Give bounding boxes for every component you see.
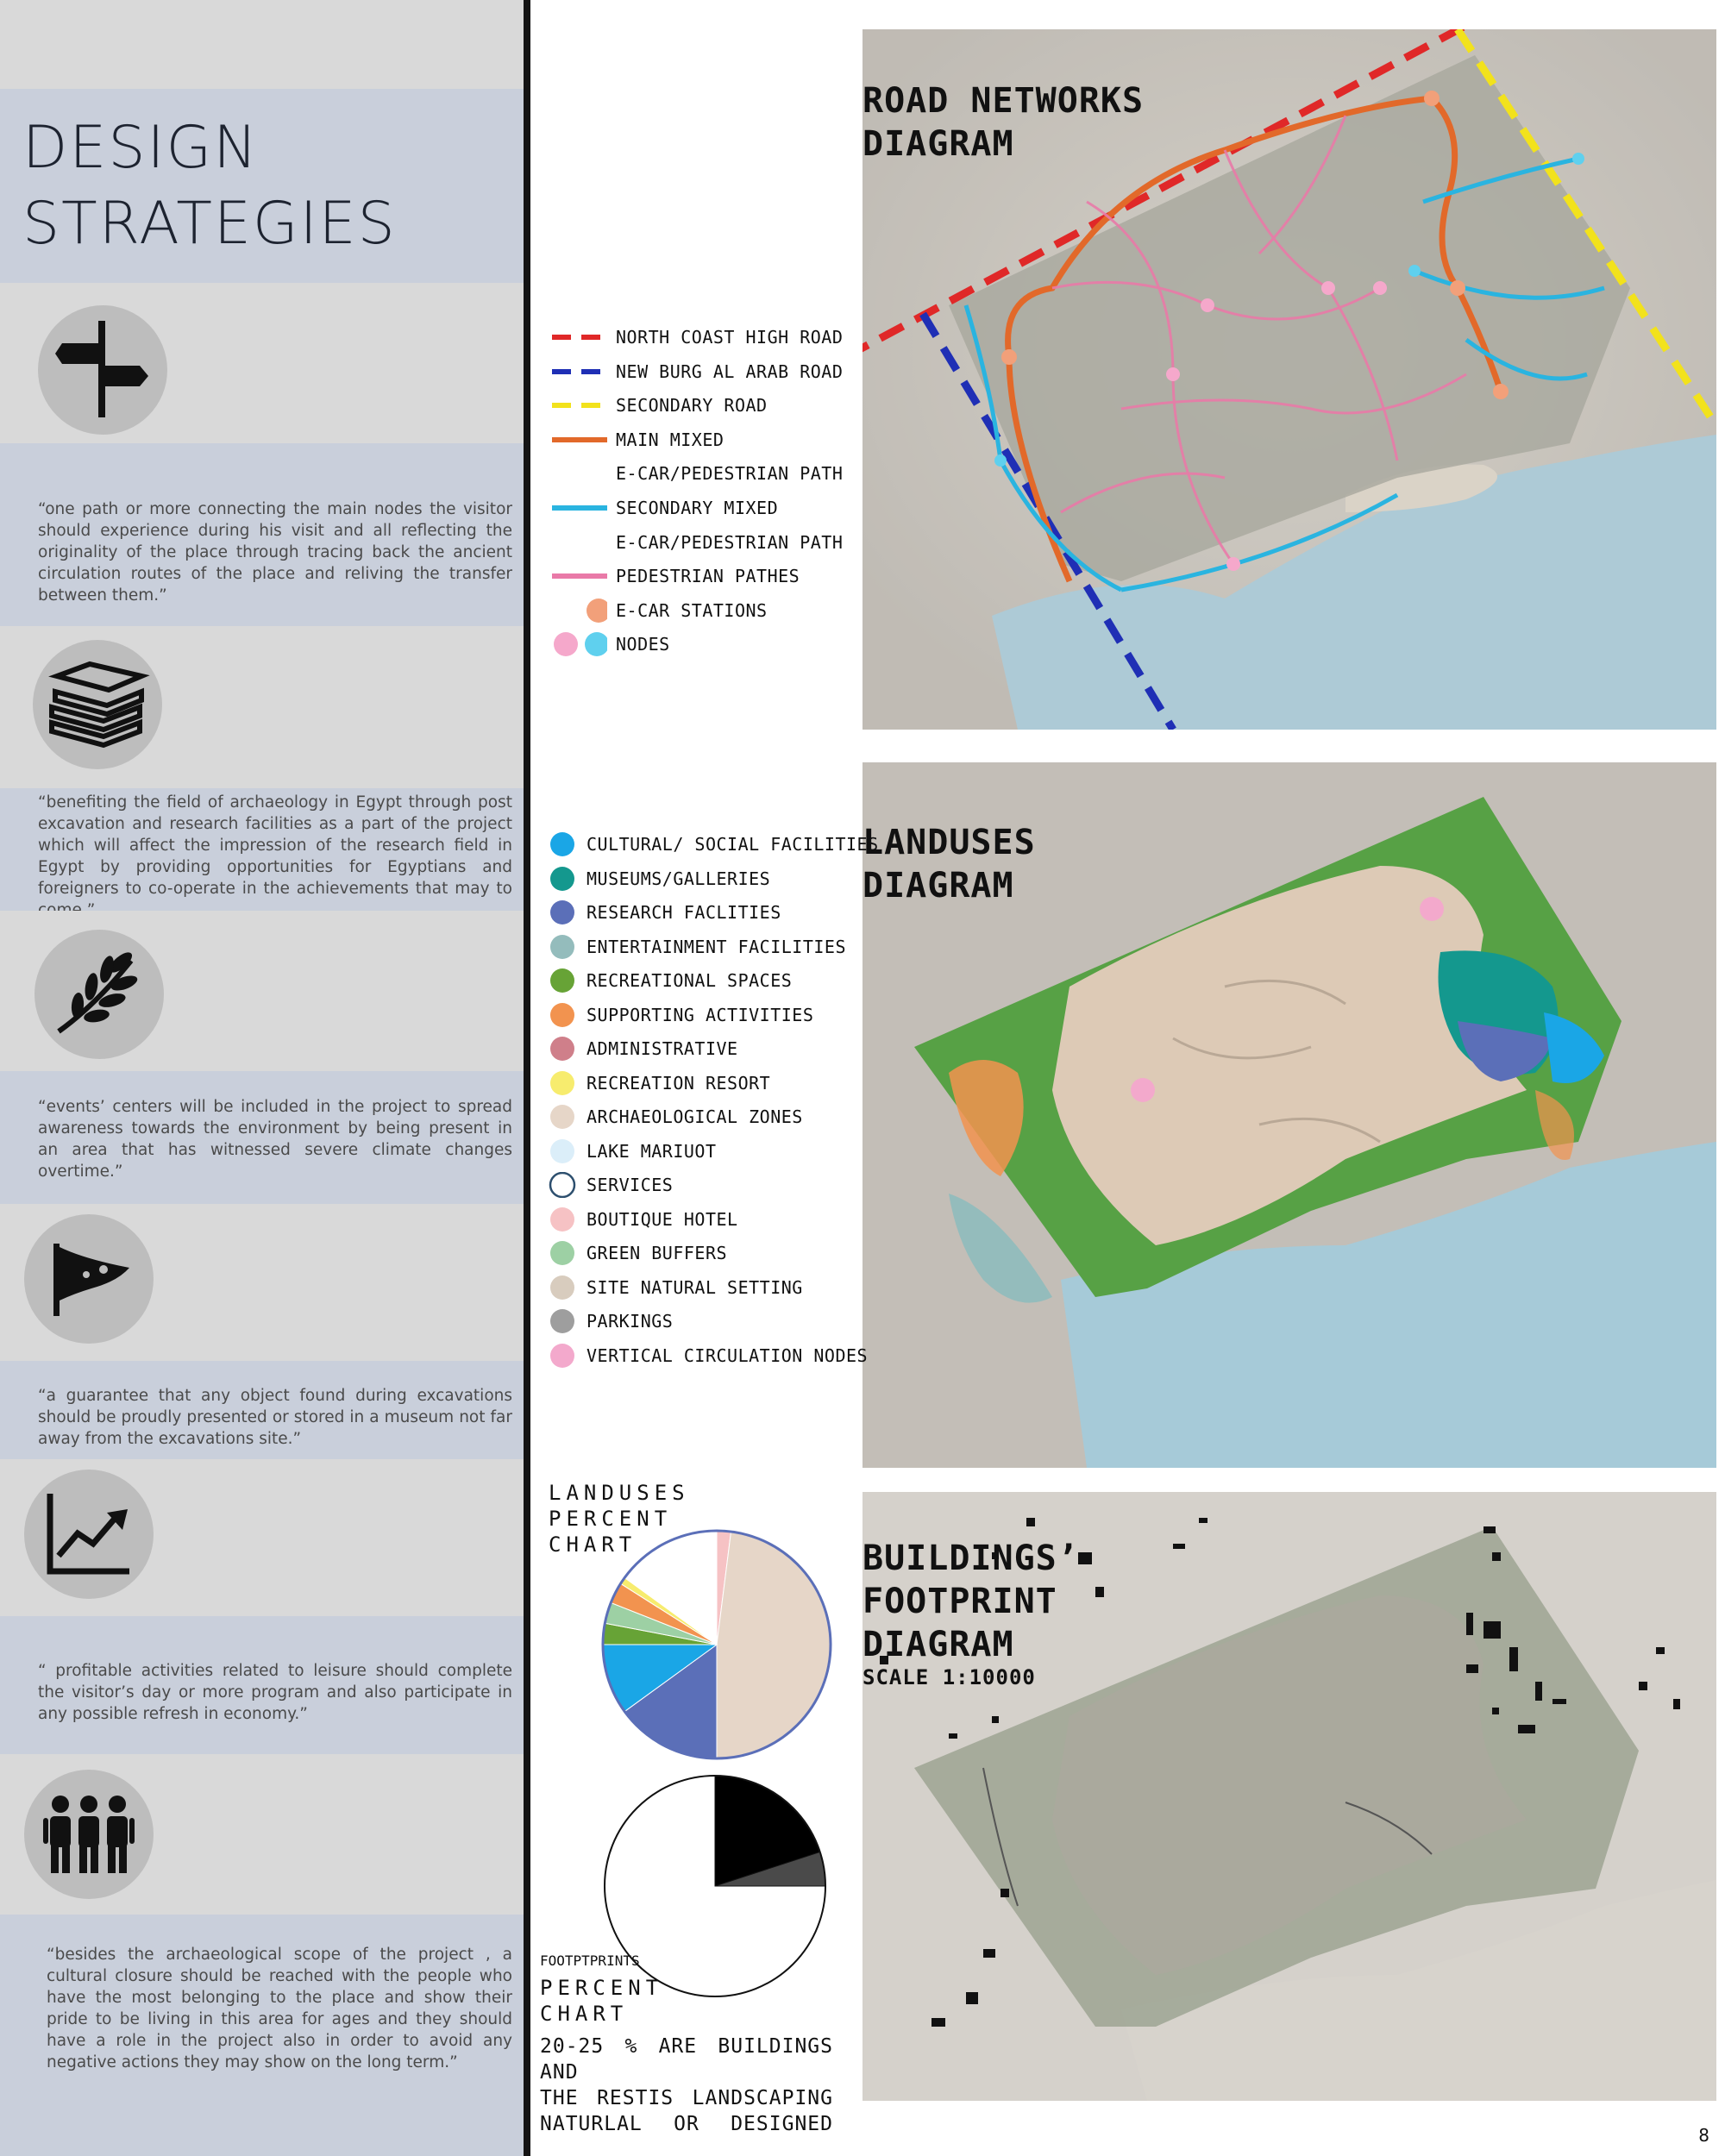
landuse-diagram-title-line2: DIAGRAM [862,866,1014,906]
legend-label: ARCHAEOLOGICAL ZONES [586,1106,803,1127]
legend-swatch [549,1343,578,1376]
legend-swatch [552,631,607,664]
legend-label: MAIN MIXED [616,429,724,450]
legend-swatch [549,1036,578,1069]
landuse-chart-label-line3: CHART [549,1532,637,1557]
legend-label: ADMINISTRATIVE [586,1038,738,1059]
legend-swatch [549,866,578,899]
legend-label: SUPPORTING ACTIVITIES [586,1004,814,1025]
legend-swatch [549,1275,578,1307]
legend-swatch [552,598,607,630]
footprint-chart-label-line2: PERCENT [540,1976,664,2000]
legend-swatch [549,1172,578,1205]
trend-chart-icon [24,1470,154,1599]
legend-label: E-CAR STATIONS [616,599,768,621]
strategy-quote: “besides the archaeological scope of the project , a cultural closure should be reached with the people who have the most belonging to the place and show their pride to be living in this area for ages and they should have a role in the project also in order to avoid any negative actions they may show on the long term.” [47,1946,512,2071]
landuse-chart-label-line2: PERCENT [549,1507,673,1531]
legend-label: BOUTIQUE HOTEL [586,1208,738,1230]
legend-swatch [549,1240,578,1273]
legend-label: E-CAR/PEDESTRIAN PATH [616,463,844,485]
buildings-diagram-title [862,1537,1079,1666]
column-divider [524,0,530,2156]
landuse-diagram-title-line1: LANDUSES [862,823,1036,862]
legend-label: VERTICAL CIRCULATION NODES [586,1344,869,1366]
legend-swatch [549,1206,578,1239]
legend-label: PEDESTRIAN PATHES [616,566,800,587]
road-diagram-title [862,79,1144,166]
pie-slice [717,1532,831,1758]
footprint-note-line2: THE RESTIS LANDSCAPING [540,2087,833,2109]
people-icon [24,1770,154,1899]
legend-label: LAKE MARIUOT [586,1140,717,1162]
legend-label: SERVICES [586,1175,674,1195]
road-legend [552,324,862,655]
strategy-quote: “events’ centers will be included in the project to spread awareness towards the environment by being present in an area that has witnessed severe climate changes overtime.” [38,1098,512,1181]
legend-swatch [549,968,578,1000]
legend-label: NODES [616,634,670,655]
legend-swatch [549,1138,578,1171]
legend-label: SECONDARY MIXED [616,498,779,518]
buildings-diagram-scale: SCALE 1:10000 [862,1665,1036,1689]
legend-swatch [549,1104,578,1137]
legend-swatch [552,563,607,596]
panel-title-line2: STRATEGIES [22,190,397,258]
legend-swatch [552,392,607,425]
strategy-quote: “ profitable activities related to leisure should complete the visitor’s day or more program and also participate in any possible refresh in economy.” [38,1662,512,1723]
legend-swatch [549,899,578,932]
legend-label: RESEARCH FACLITIES [586,902,781,923]
design-strategies-panel [0,0,526,2156]
footprint-chart-label-line3: CHART [540,2002,629,2026]
panel-title-line1: DESIGN [22,114,260,182]
legend-label: SITE NATURAL SETTING [586,1276,803,1298]
landuse-chart-label-line1: LANDUSES [549,1481,690,1505]
legend-label: RECREATION RESORT [586,1072,771,1094]
legend-label: SECONDARY ROAD [616,395,768,417]
leaf-branch-icon [34,930,164,1059]
legend-swatch [549,1308,578,1341]
footprint-note-line1: 20-25 % ARE BUILDINGS AND [540,2035,833,2084]
road-diagram-title-line2: DIAGRAM [862,124,1014,164]
legend-swatch [552,359,607,392]
legend-label: E-CAR/PEDESTRIAN PATH [616,531,844,553]
landuse-legend [549,831,879,1366]
landuse-pie-chart [595,1523,838,1766]
footprint-chart-label-line1: FOOTPTPRINTS [540,1952,640,1969]
legend-label: NEW BURG AL ARAB ROAD [616,360,844,382]
signpost-icon [38,305,167,435]
buildings-diagram-title-line2: FOOTPRINT [862,1582,1057,1621]
legend-swatch [549,1070,578,1103]
legend-label: MUSEUMS/GALLERIES [586,868,771,889]
legend-swatch [552,495,607,528]
road-diagram-title-line1: ROAD NETWORKS [862,81,1145,121]
page-number: 8 [1698,2125,1709,2146]
legend-swatch [549,934,578,967]
books-icon [33,640,162,769]
strategy-quote: “a guarantee that any object found during excavations should be proudly presented or stored in a museum not far away from the excavations site.” [38,1387,512,1448]
legend-label: NORTH COAST HIGH ROAD [616,327,844,348]
panel-top-band [0,0,524,89]
legend-label: ENTERTAINMENT FACILITIES [586,936,846,957]
panel-title [22,110,397,262]
legend-swatch [549,831,578,864]
legend-label: CULTURAL/ SOCIAL FACILITIES [586,834,879,855]
buildings-diagram-title-line1: BUILDINGS’ [862,1539,1079,1578]
footprint-chart-label [540,1975,663,2027]
legend-label: RECREATIONAL SPACES [586,970,793,991]
legend-label: PARKINGS [586,1311,674,1332]
legend-label: GREEN BUFFERS [586,1243,728,1263]
strategy-quote: “benefiting the field of archaeology in Egypt through post excavation and research facilities as a part of the project which will affect the impression of the research field in Egypt by providing opportunities for Egyptians and foreigners to co-operate in the achievements that may to [38,793,512,898]
legend-swatch [552,427,607,460]
landuse-diagram-title [862,821,1036,907]
footprint-note-line3: NATURLAL OR DESIGNED [540,2113,833,2135]
strategy-quote: “one path or more connecting the main nodes the visitor should experience during his visit and all reflecting the originality of the place through tracing back the ancient circulation routes of the place and reliving the transfer between them.” [38,500,512,605]
legend-swatch [549,1002,578,1035]
legend-swatch [552,324,607,357]
buildings-diagram-title-line3: DIAGRAM [862,1625,1014,1664]
footprint-chart-note [540,2034,833,2137]
flag-icon [24,1214,154,1344]
